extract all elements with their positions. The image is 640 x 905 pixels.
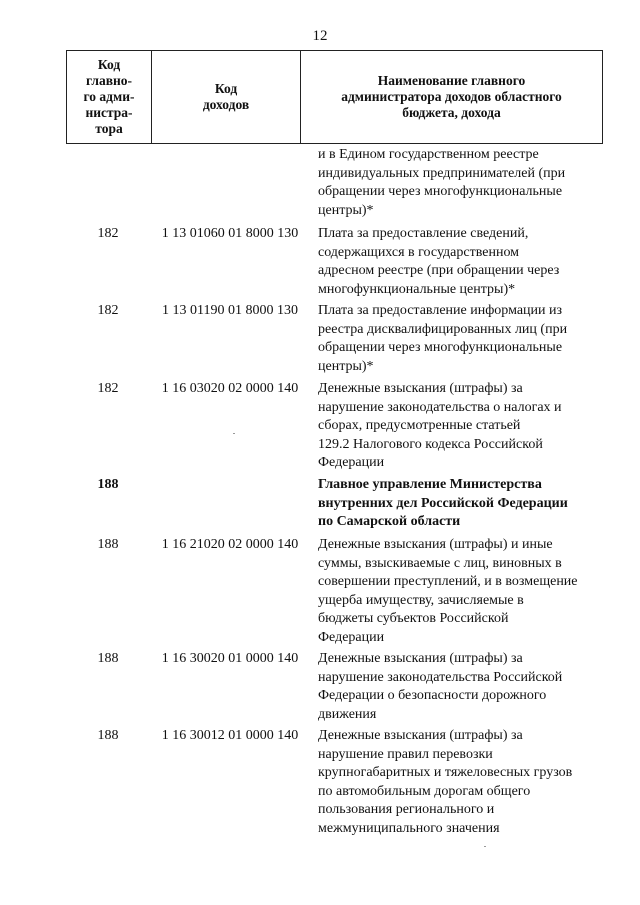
income-code-cell: 1 13 01190 01 8000 130 (162, 303, 298, 318)
income-name-cell: и в Едином государственном реестре индивидуальных предпринимателей (при обращении через многофункциональные центры)* (318, 147, 566, 218)
header-admin-code-label: Код главно- го адми- нистра- тора (83, 57, 135, 136)
admin-code-cell: 188 (97, 537, 119, 552)
income-name-cell: Денежные взыскания (штрафы) за нарушение законодательства Российской Федерации о безопасности дорожного движения (318, 651, 563, 722)
admin-code-cell: 188 (97, 477, 119, 492)
income-name-cell: Плата за предоставление информации из реестра дисквалифицированных лиц (при обращении через многофункциональные центры)* (318, 303, 568, 374)
income-code-cell: 1 16 30012 01 0000 140 (161, 728, 299, 743)
header-name (300, 51, 602, 143)
header-admin-code (67, 51, 151, 143)
header-name-label: Наименование главного администратора доходов областного бюджета, дохода (341, 73, 562, 120)
administrator-name-cell: Главное управление Министерства внутренних дел Российской Федерации по Самарской области (318, 477, 568, 529)
scan-speck (233, 433, 235, 434)
table-header (66, 50, 603, 144)
income-code-cell: 1 16 21020 02 0000 140 (161, 537, 299, 552)
header-income-code-label: Код доходов (202, 81, 250, 112)
income-name-cell: Плата за предоставление сведений, содержащихся в государственном адресном реестре (при обращении через многофункциональные центры)* (318, 226, 560, 297)
income-code-cell: 1 16 03020 02 0000 140 (161, 381, 299, 396)
income-code-cell: 1 13 01060 01 8000 130 (161, 226, 299, 241)
page-number: 12 (312, 28, 328, 44)
scan-speck (484, 846, 486, 847)
header-income-code (151, 51, 300, 143)
income-name-cell: Денежные взыскания (штрафы) за нарушение правил перевозки крупногабаритных и тяжеловесных грузов по автомобильным дорогам общего пользования регионального и межмуниципального значения (318, 728, 573, 836)
admin-code-cell: 182 (97, 303, 119, 318)
admin-code-cell: 182 (97, 381, 119, 396)
admin-code-cell: 188 (97, 651, 119, 666)
admin-code-cell: 188 (97, 728, 119, 743)
admin-code-cell: 182 (97, 226, 119, 241)
income-code-cell: 1 16 30020 01 0000 140 (161, 651, 299, 666)
income-name-cell: Денежные взыскания (штрафы) и иные суммы, взыскиваемые с лиц, виновных в совершении преступлений, и в возмещение ущерба имуществу, зачисляемые в бюджеты субъектов Российской Федерации (318, 537, 578, 645)
income-name-cell: Денежные взыскания (штрафы) за нарушение законодательства о налогах и сборах, предусмотренные статьей 129.2 Налогового кодекса Российской Федерации (318, 381, 562, 470)
